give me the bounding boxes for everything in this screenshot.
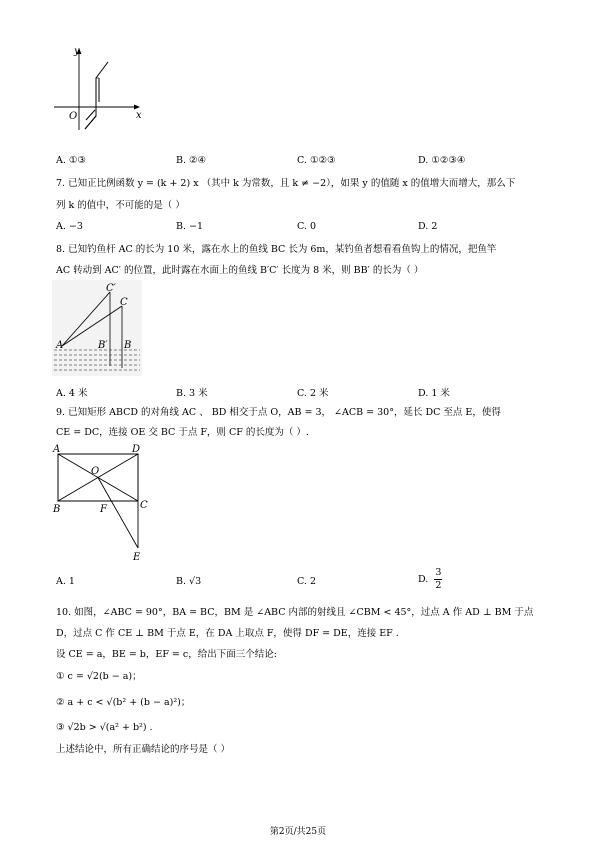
q10-conclusion-1: ① c = √2(b − a)；: [56, 671, 142, 682]
q9-option-d-prefix: D.: [418, 574, 429, 585]
q8-fishing-rod-figure: [52, 280, 142, 376]
q8-label-a: A: [56, 340, 64, 351]
q10-stem-line2: D，过点 C 作 CE ⊥ BM 于点 E，在 DA 上取点 F，使得 DF = DE，连接 EF .: [56, 628, 399, 639]
q7-option-a[interactable]: A. −3: [56, 221, 83, 232]
q7-stem-line1: 7. 已知正比例函数 y = (k + 2) x （其中 k 为常数，且 k ≠ −2），如果 y 的值随 x 的值增大而增大，那么下: [56, 178, 516, 189]
q8-label-c-prime: C′: [106, 283, 116, 294]
q9-option-d-numerator: 3: [435, 567, 442, 578]
q8-label-b-prime: B′: [98, 340, 108, 351]
q9-label-b: B: [53, 504, 61, 515]
q8-label-b: B: [124, 340, 132, 351]
q8-option-d[interactable]: D. 1 米: [418, 388, 450, 399]
q7-stem-line2: 列 k 的值中，不可能的是（ ）: [56, 200, 185, 211]
q8-stem-line2: AC 转动到 AC′ 的位置，此时露在水面上的鱼线 B′C′ 长度为 8 米，则 BB′ 的长为（ ）: [56, 265, 424, 276]
q6-option-c[interactable]: C. ①②③: [297, 155, 336, 166]
q9-label-f: F: [100, 504, 107, 515]
q10-conclusion-3: ③ √2b > √(a² + b²) .: [56, 722, 153, 733]
origin-label: O: [69, 111, 78, 122]
q8-option-a[interactable]: A. 4 米: [56, 388, 88, 399]
page-footer: 第2页/共25页: [269, 827, 327, 837]
q9-label-c: C: [140, 500, 148, 511]
q9-option-a[interactable]: A. 1: [56, 576, 75, 587]
q6-option-a[interactable]: A. ①③: [56, 155, 86, 166]
q9-label-o: O: [91, 466, 100, 477]
q6-axes-figure: [50, 42, 150, 132]
q7-option-c[interactable]: C. 0: [297, 221, 317, 232]
q8-option-b[interactable]: B. 3 米: [176, 388, 208, 399]
q6-option-d[interactable]: D. ①②③④: [418, 155, 466, 166]
q9-stem-line2: CE = DC，连接 OE 交 BC 于点 F，则 CF 的长度为（ ）.: [56, 427, 309, 438]
q9-label-d: D: [132, 444, 141, 455]
q9-option-d[interactable]: [418, 567, 442, 592]
q9-option-d-denominator: 2: [435, 580, 442, 591]
q7-option-d[interactable]: D. 2: [418, 221, 438, 232]
x-axis-label: x: [136, 110, 142, 121]
q10-conclusion-2: ② a + c < √(b² + (b − a)²)；: [56, 697, 191, 708]
q10-stem-line1: 10. 如图，∠ABC = 90°，BA = BC，BM 是 ∠ABC 内部的射线且 ∠CBM < 45°，过点 A 作 AD ⊥ BM 于点: [56, 607, 534, 618]
q7-option-b[interactable]: B. −1: [176, 221, 204, 232]
q8-label-c: C: [120, 297, 128, 308]
q9-label-e: E: [133, 552, 141, 563]
q10-stem-line4: 上述结论中，所有正确结论的序号是（ ）: [56, 744, 231, 755]
q8-stem-line1: 8. 已知钓鱼杆 AC 的长为 10 米，露在水上的鱼线 BC 长为 6m，某钓鱼者想看看鱼钩上的情况，把鱼竿: [56, 244, 497, 255]
q9-option-d-fraction: [434, 567, 442, 592]
q9-rectangle-figure: [50, 442, 160, 566]
q9-option-b[interactable]: B. √3: [176, 576, 202, 587]
q9-label-a: A: [53, 444, 61, 455]
q9-option-c[interactable]: C. 2: [297, 576, 317, 587]
y-axis-label: y: [74, 46, 80, 57]
q10-stem-line3: 设 CE = a，BE = b，EF = c，给出下面三个结论:: [56, 649, 277, 660]
q8-option-c[interactable]: C. 2 米: [297, 388, 329, 399]
q6-option-b[interactable]: B. ②④: [176, 155, 207, 166]
q9-stem-line1: 9. 已知矩形 ABCD 的对角线 AC 、 BD 相交于点 O，AB = 3， ∠ACB = 30°，延长 DC 至点 E，使得: [56, 407, 501, 418]
